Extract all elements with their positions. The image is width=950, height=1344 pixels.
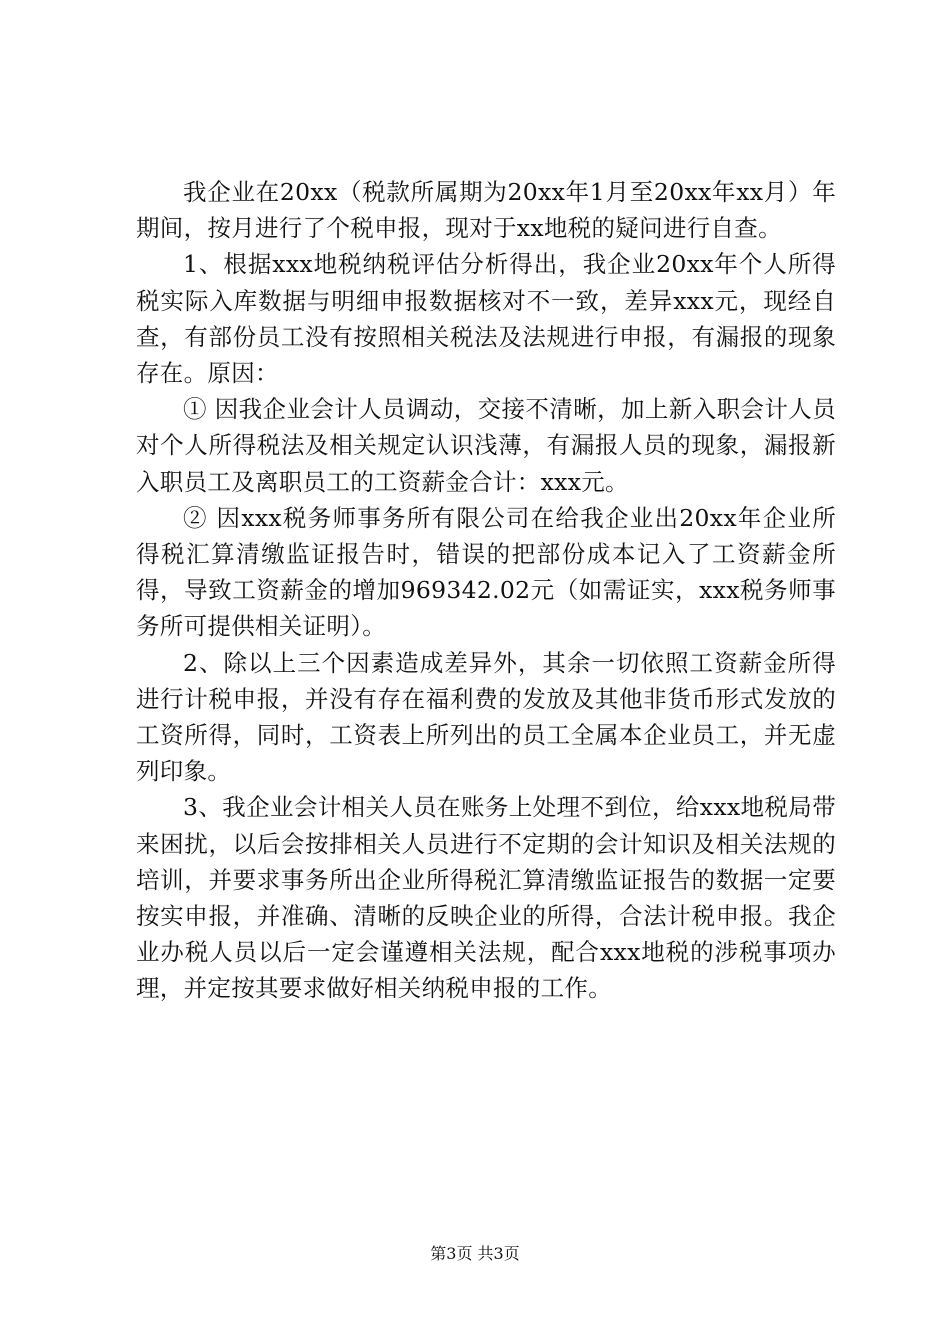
paragraph-reason-2: ② 因xxx税务师事务所有限公司在给我企业出20xx年企业所得税汇算清缴监证报告时，错误的把部份成本记入了工资薪金所得，导致工资薪金的增加969342.02元（如需证实，xxx税务师事务所可提供相关证明）。 [136, 503, 836, 641]
page-number-footer: 第3页 共3页 [430, 1244, 520, 1263]
paragraph-item-2: 2、除以上三个因素造成差异外，其余一切依照工资薪金所得进行计税申报，并没有存在福利费的发放及其他非货币形式发放的工资所得，同时，工资表上所列出的员工全属本企业员工，并无虚列印象。 [136, 648, 836, 786]
document-body [136, 174, 836, 1007]
paragraph-intro: 我企业在20xx（税款所属期为20xx年1月至20xx年xx月）年期间，按月进行了个税申报，现对于xx地税的疑问进行自查。 [136, 178, 836, 243]
paragraph-reason-1: ① 因我企业会计人员调动，交接不清晰，加上新入职会计人员对个人所得税法及相关规定认识浅薄，有漏报人员的现象，漏报新入职员工及离职员工的工资薪金合计：xxx元。 [136, 395, 836, 496]
paragraph-item-1: 1、根据xxx地税纳税评估分析得出，我企业20xx年个人所得税实际入库数据与明细申报数据核对不一致，差异xxx元，现经自查，有部份员工没有按照相关税法及法规进行申报，有漏报的现象存在。原因： [136, 250, 836, 388]
paragraph-item-3: 3、我企业会计相关人员在账务上处理不到位，给xxx地税局带来困扰，以后会按排相关人员进行不定期的会计知识及相关法规的培训，并要求事务所出企业所得税汇算清缴监证报告的数据一定要按实申报，并准确、清晰的反映企业的所得，合法计税申报。我企业办税人员以后一定会谨遵相关法规，配合xxx地税的涉税事项办理，并定按其要求做好相关纳税申报的工作。 [136, 793, 836, 1003]
